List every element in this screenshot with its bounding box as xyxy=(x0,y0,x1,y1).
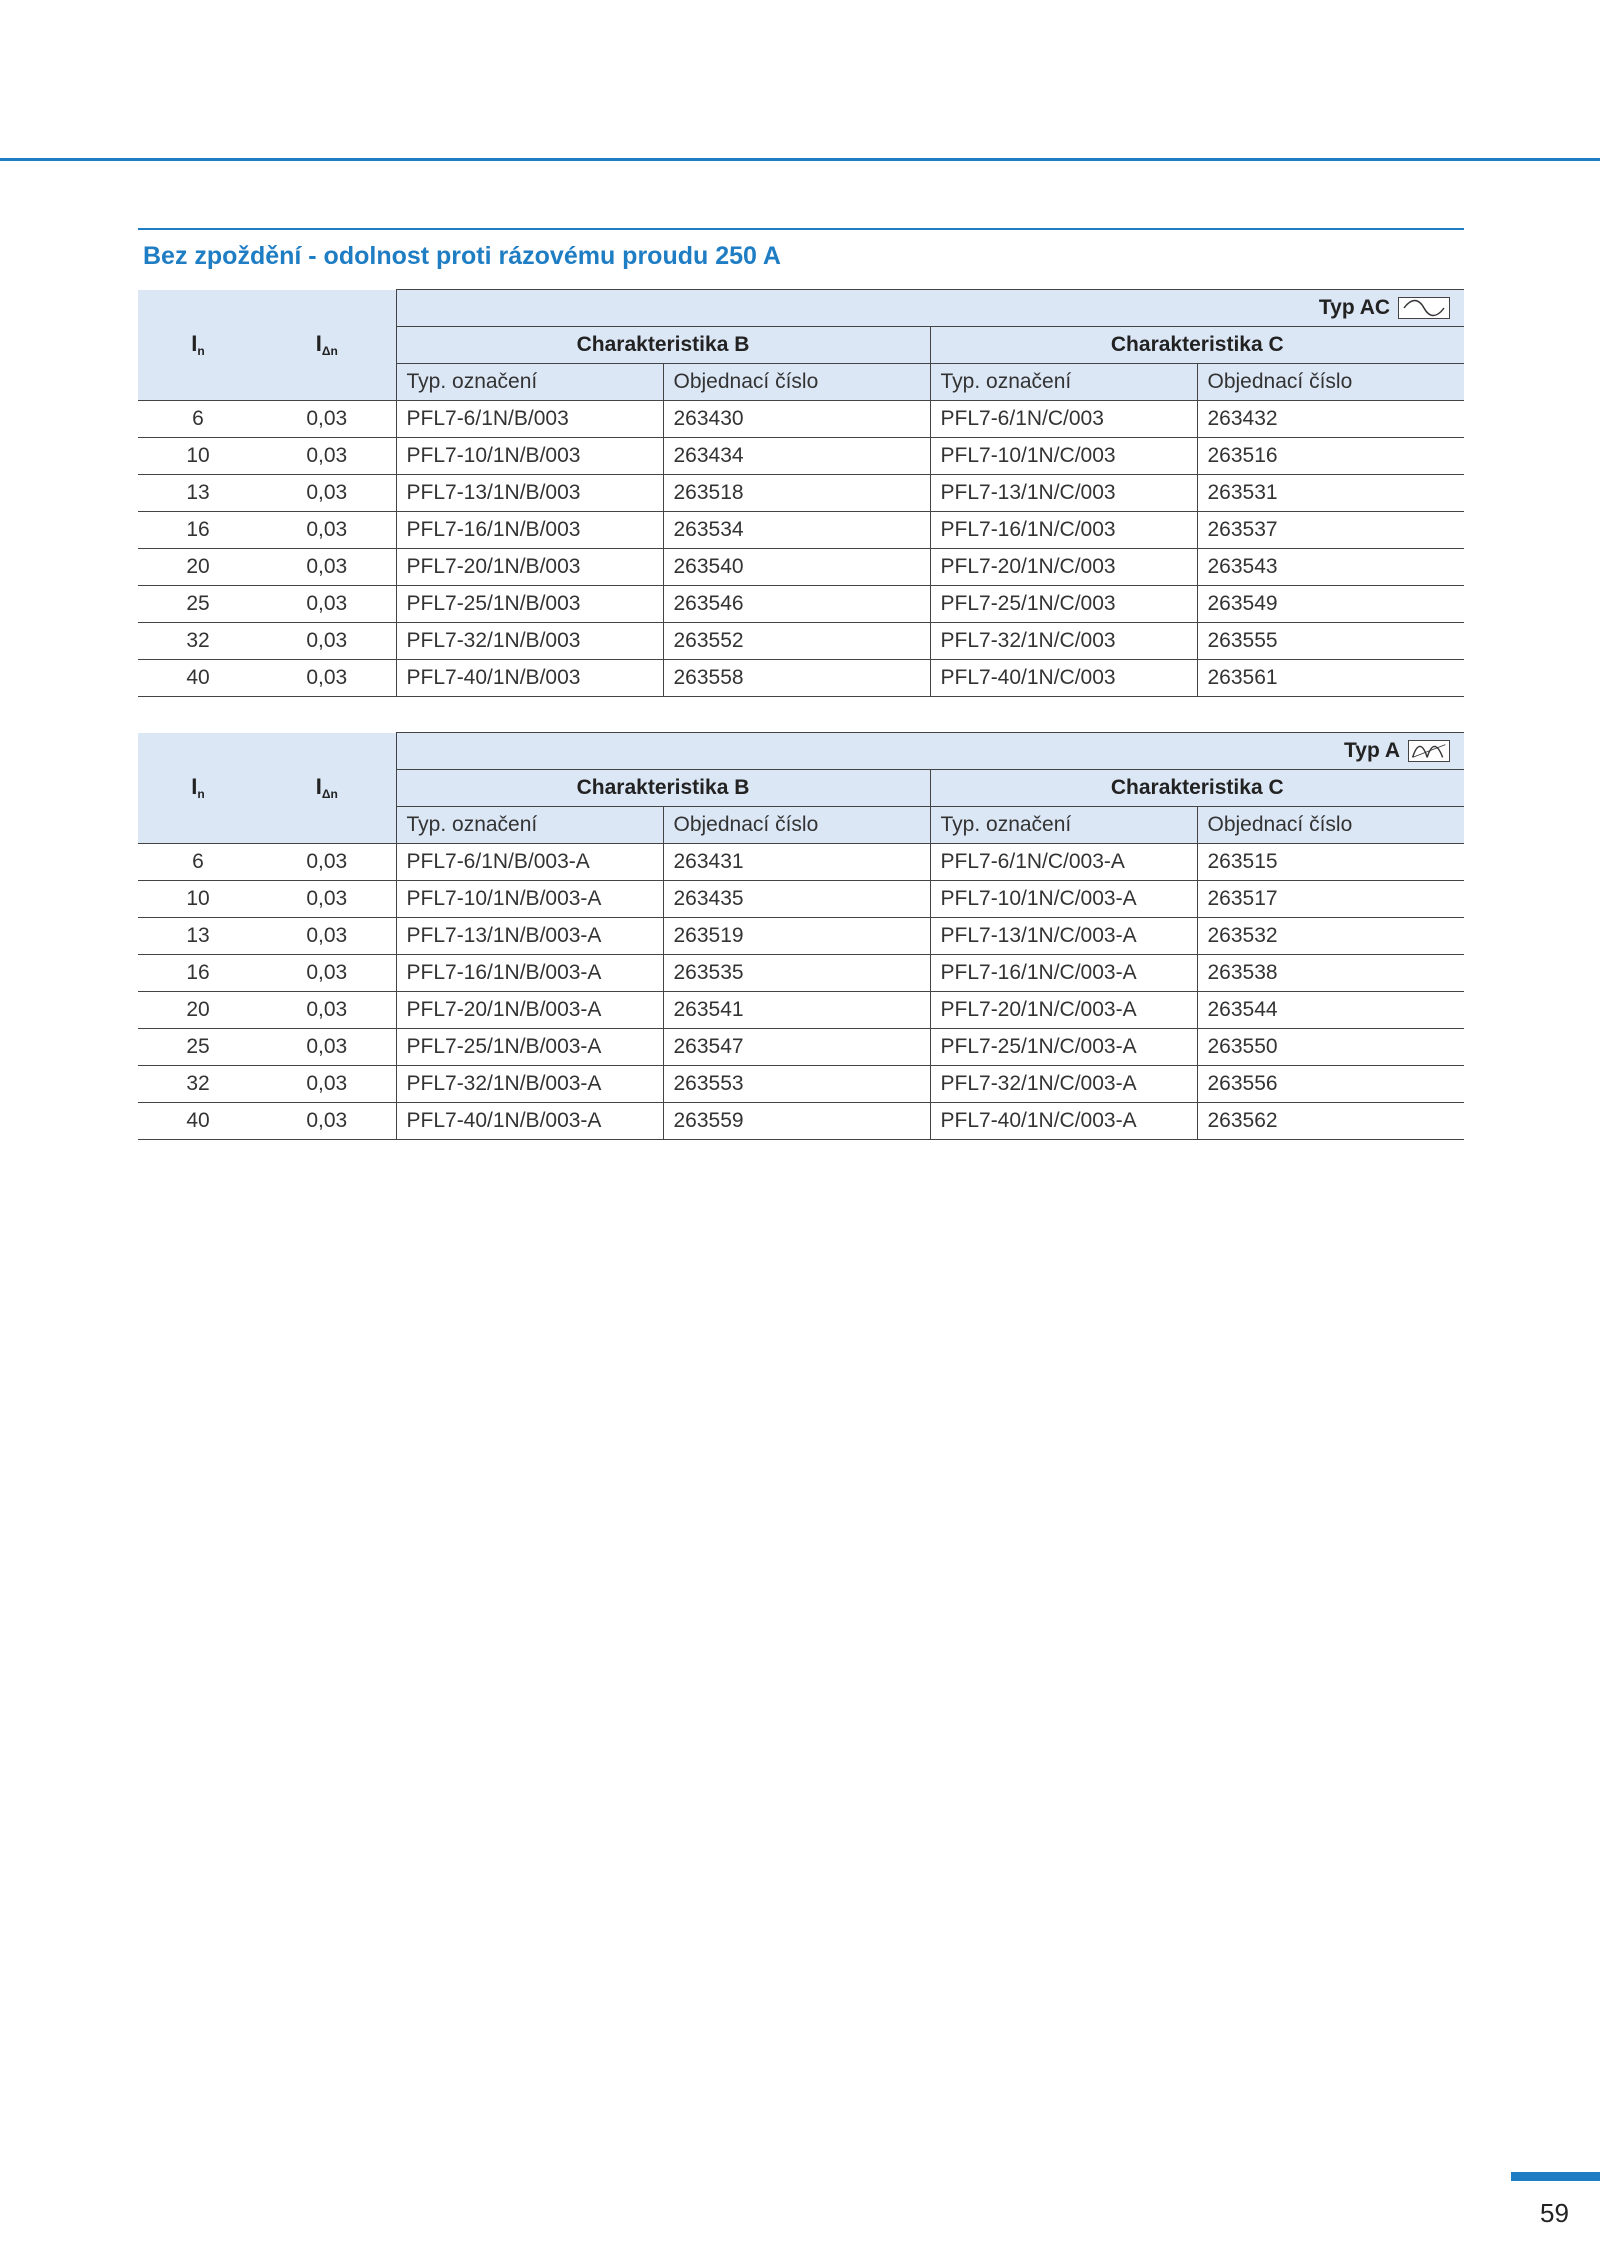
cell-typ-c: PFL7-6/1N/C/003-A xyxy=(930,844,1197,881)
cell-idn: 0,03 xyxy=(258,1029,396,1066)
cell-idn: 0,03 xyxy=(258,918,396,955)
table-row xyxy=(138,1029,1464,1066)
char-c-title: Charakteristika C xyxy=(930,770,1464,807)
cell-obj-b: 263541 xyxy=(663,992,930,1029)
cell-in: 40 xyxy=(138,660,258,697)
cell-typ-b: PFL7-40/1N/B/003-A xyxy=(396,1103,663,1140)
cell-idn: 0,03 xyxy=(258,401,396,438)
cell-in: 13 xyxy=(138,918,258,955)
cell-idn: 0,03 xyxy=(258,549,396,586)
cell-obj-c: 263517 xyxy=(1197,881,1464,918)
cell-idn: 0,03 xyxy=(258,1103,396,1140)
col-typ-b: Typ. označení xyxy=(396,364,663,401)
cell-typ-c: PFL7-13/1N/C/003 xyxy=(930,475,1197,512)
cell-in: 10 xyxy=(138,881,258,918)
type-title: Typ A xyxy=(396,733,1464,770)
cell-obj-b: 263431 xyxy=(663,844,930,881)
cell-obj-b: 263547 xyxy=(663,1029,930,1066)
cell-obj-b: 263546 xyxy=(663,586,930,623)
table-row xyxy=(138,475,1464,512)
cell-typ-b: PFL7-16/1N/B/003-A xyxy=(396,955,663,992)
cell-obj-b: 263558 xyxy=(663,660,930,697)
cell-typ-c: PFL7-40/1N/C/003 xyxy=(930,660,1197,697)
char-b-title: Charakteristika B xyxy=(396,770,930,807)
col-typ-c: Typ. označení xyxy=(930,364,1197,401)
cell-idn: 0,03 xyxy=(258,1066,396,1103)
cell-idn: 0,03 xyxy=(258,660,396,697)
page-number: 59 xyxy=(1540,2198,1569,2228)
header-in: $I_n$ xyxy=(138,733,258,844)
col-typ-b: Typ. označení xyxy=(396,807,663,844)
cell-obj-c: 263532 xyxy=(1197,918,1464,955)
col-typ-c: Typ. označení xyxy=(930,807,1197,844)
char-c-title: Charakteristika C xyxy=(930,327,1464,364)
table-row xyxy=(138,918,1464,955)
table-row xyxy=(138,1066,1464,1103)
cell-in: 20 xyxy=(138,549,258,586)
header-idn: $I_{\Delta n}$ xyxy=(258,290,396,401)
cell-typ-b: PFL7-13/1N/B/003 xyxy=(396,475,663,512)
table-row xyxy=(138,881,1464,918)
cell-typ-b: PFL7-10/1N/B/003-A xyxy=(396,881,663,918)
cell-idn: 0,03 xyxy=(258,955,396,992)
cell-obj-b: 263430 xyxy=(663,401,930,438)
cell-typ-c: PFL7-40/1N/C/003-A xyxy=(930,1103,1197,1140)
pulsating-dc-wave-icon xyxy=(1408,740,1450,762)
cell-in: 16 xyxy=(138,955,258,992)
cell-in: 6 xyxy=(138,844,258,881)
cell-typ-b: PFL7-32/1N/B/003 xyxy=(396,623,663,660)
char-b-title: Charakteristika B xyxy=(396,327,930,364)
cell-typ-c: PFL7-25/1N/C/003 xyxy=(930,586,1197,623)
section-rule xyxy=(138,228,1464,230)
table-row xyxy=(138,992,1464,1029)
cell-in: 25 xyxy=(138,586,258,623)
cell-typ-c: PFL7-10/1N/C/003-A xyxy=(930,881,1197,918)
table-row xyxy=(138,586,1464,623)
cell-obj-c: 263432 xyxy=(1197,401,1464,438)
cell-idn: 0,03 xyxy=(258,992,396,1029)
cell-obj-c: 263561 xyxy=(1197,660,1464,697)
table-body xyxy=(138,844,1464,1140)
header-in: $I_n$ xyxy=(138,290,258,401)
cell-typ-b: PFL7-32/1N/B/003-A xyxy=(396,1066,663,1103)
cell-typ-b: PFL7-20/1N/B/003-A xyxy=(396,992,663,1029)
cell-obj-c: 263531 xyxy=(1197,475,1464,512)
cell-obj-c: 263515 xyxy=(1197,844,1464,881)
col-obj-c: Objednací číslo xyxy=(1197,364,1464,401)
cell-obj-c: 263516 xyxy=(1197,438,1464,475)
top-rule xyxy=(0,158,1600,161)
cell-obj-c: 263556 xyxy=(1197,1066,1464,1103)
cell-obj-b: 263518 xyxy=(663,475,930,512)
col-obj-c: Objednací číslo xyxy=(1197,807,1464,844)
cell-idn: 0,03 xyxy=(258,623,396,660)
table-row xyxy=(138,660,1464,697)
table-row xyxy=(138,1103,1464,1140)
cell-typ-c: PFL7-20/1N/C/003 xyxy=(930,549,1197,586)
cell-typ-c: PFL7-25/1N/C/003-A xyxy=(930,1029,1197,1066)
cell-typ-c: PFL7-13/1N/C/003-A xyxy=(930,918,1197,955)
table-row xyxy=(138,955,1464,992)
table-row xyxy=(138,438,1464,475)
cell-in: 25 xyxy=(138,1029,258,1066)
cell-in: 40 xyxy=(138,1103,258,1140)
cell-obj-c: 263555 xyxy=(1197,623,1464,660)
table-row xyxy=(138,623,1464,660)
cell-in: 10 xyxy=(138,438,258,475)
cell-obj-b: 263552 xyxy=(663,623,930,660)
cell-typ-b: PFL7-25/1N/B/003 xyxy=(396,586,663,623)
cell-obj-c: 263562 xyxy=(1197,1103,1464,1140)
cell-idn: 0,03 xyxy=(258,512,396,549)
type-title: Typ AC xyxy=(396,290,1464,327)
cell-typ-c: PFL7-10/1N/C/003 xyxy=(930,438,1197,475)
cell-in: 32 xyxy=(138,1066,258,1103)
table-body xyxy=(138,401,1464,697)
cell-idn: 0,03 xyxy=(258,881,396,918)
cell-obj-b: 263519 xyxy=(663,918,930,955)
cell-in: 20 xyxy=(138,992,258,1029)
spec-table-typ-a xyxy=(138,732,1464,1140)
col-obj-b: Objednací číslo xyxy=(663,364,930,401)
cell-obj-c: 263537 xyxy=(1197,512,1464,549)
col-obj-b: Objednací číslo xyxy=(663,807,930,844)
cell-idn: 0,03 xyxy=(258,586,396,623)
cell-obj-b: 263553 xyxy=(663,1066,930,1103)
ac-sine-wave-icon xyxy=(1398,297,1450,319)
cell-obj-b: 263435 xyxy=(663,881,930,918)
cell-obj-c: 263544 xyxy=(1197,992,1464,1029)
cell-typ-c: PFL7-16/1N/C/003-A xyxy=(930,955,1197,992)
cell-typ-b: PFL7-6/1N/B/003 xyxy=(396,401,663,438)
cell-obj-c: 263549 xyxy=(1197,586,1464,623)
cell-typ-b: PFL7-25/1N/B/003-A xyxy=(396,1029,663,1066)
cell-in: 16 xyxy=(138,512,258,549)
table-row xyxy=(138,512,1464,549)
table-row xyxy=(138,549,1464,586)
table-row xyxy=(138,401,1464,438)
cell-in: 6 xyxy=(138,401,258,438)
cell-obj-b: 263434 xyxy=(663,438,930,475)
cell-typ-b: PFL7-16/1N/B/003 xyxy=(396,512,663,549)
cell-idn: 0,03 xyxy=(258,844,396,881)
header-idn: $I_{\Delta n}$ xyxy=(258,733,396,844)
cell-typ-c: PFL7-20/1N/C/003-A xyxy=(930,992,1197,1029)
cell-typ-c: PFL7-6/1N/C/003 xyxy=(930,401,1197,438)
cell-in: 32 xyxy=(138,623,258,660)
cell-obj-b: 263559 xyxy=(663,1103,930,1140)
cell-obj-b: 263535 xyxy=(663,955,930,992)
cell-typ-c: PFL7-32/1N/C/003-A xyxy=(930,1066,1197,1103)
cell-idn: 0,03 xyxy=(258,475,396,512)
cell-typ-b: PFL7-20/1N/B/003 xyxy=(396,549,663,586)
cell-obj-c: 263543 xyxy=(1197,549,1464,586)
cell-typ-b: PFL7-6/1N/B/003-A xyxy=(396,844,663,881)
cell-obj-b: 263540 xyxy=(663,549,930,586)
page-rule xyxy=(1511,2172,1600,2181)
spec-table-typ-ac xyxy=(138,289,1464,697)
cell-obj-c: 263550 xyxy=(1197,1029,1464,1066)
table-row xyxy=(138,844,1464,881)
cell-typ-b: PFL7-13/1N/B/003-A xyxy=(396,918,663,955)
cell-in: 13 xyxy=(138,475,258,512)
cell-typ-c: PFL7-32/1N/C/003 xyxy=(930,623,1197,660)
section-title: Bez zpoždění - odolnost proti rázovému proudu 250 A xyxy=(143,242,781,270)
cell-typ-b: PFL7-10/1N/B/003 xyxy=(396,438,663,475)
cell-obj-b: 263534 xyxy=(663,512,930,549)
cell-obj-c: 263538 xyxy=(1197,955,1464,992)
cell-typ-c: PFL7-16/1N/C/003 xyxy=(930,512,1197,549)
cell-typ-b: PFL7-40/1N/B/003 xyxy=(396,660,663,697)
cell-idn: 0,03 xyxy=(258,438,396,475)
